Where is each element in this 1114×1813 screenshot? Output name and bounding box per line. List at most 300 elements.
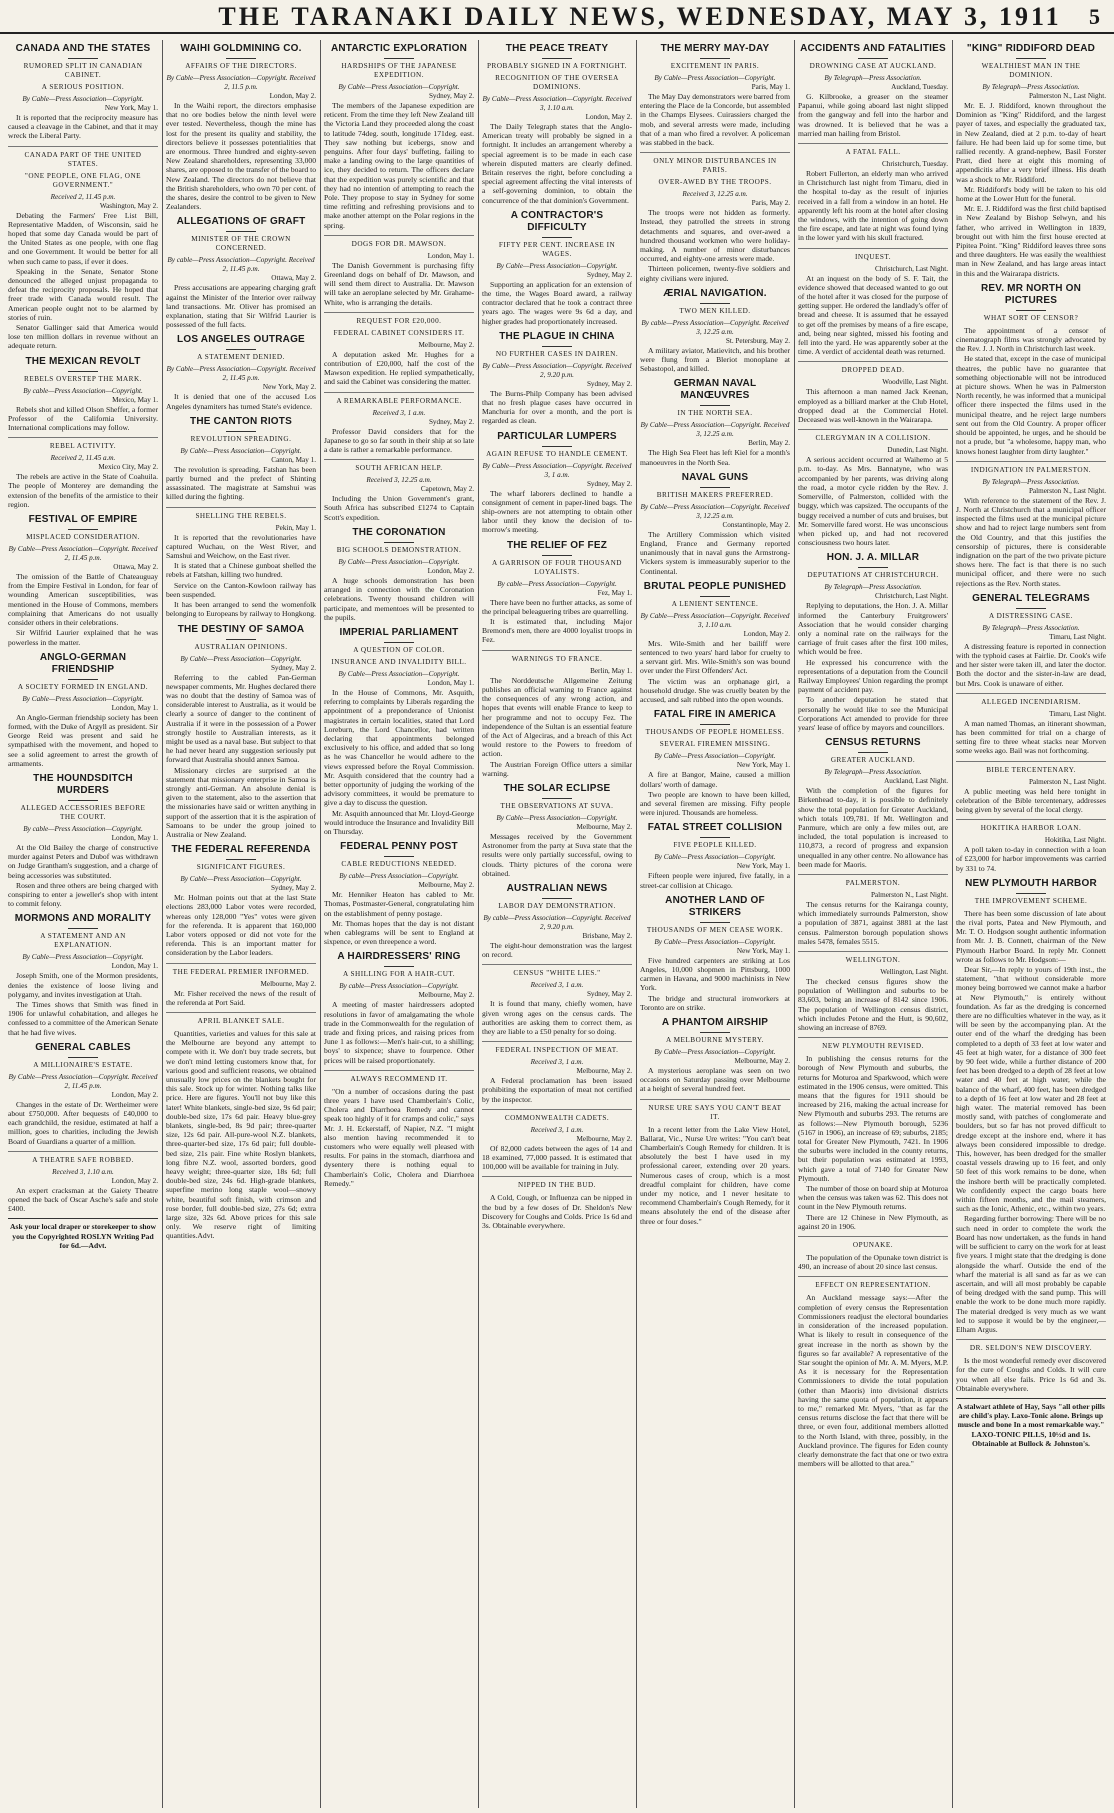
- article-body: [324, 350, 474, 387]
- article-byline: By Cable—Press Association—Copyright. Received 2, 11.5 p.m.: [166, 74, 316, 91]
- article-paragraph: A poll taken to-day in connection with a loan of £23,000 for harbor improvements was carried by 331 to 74.: [956, 845, 1106, 873]
- article-subheading: APRIL BLANKET SALE.: [197, 1016, 285, 1025]
- article-subheading: HOKITIKA HARBOR LOAN.: [980, 824, 1082, 833]
- column-2: [166, 40, 316, 1808]
- article: [798, 361, 948, 424]
- article-paragraph: A meeting of master hairdressers adopted resolutions in favor of amalgamating the whole trade in the Commonwealth for the regulation of trade and fixing prices, and raising prices from June 1 as follows:—Men's hair-cut, to a shilling; boys' to sixpence; shave to fourpence. Other prices will be raised proportionately.: [324, 1000, 474, 1065]
- article-paragraph: Professor David considers that for the Japanese to go so far south in their ship at so late a date is rather a remarkable performance.: [324, 426, 474, 455]
- article: [8, 514, 158, 647]
- article-subheading: A STATEMENT DENIED.: [197, 353, 285, 362]
- headline-rule: [858, 567, 888, 568]
- article: [798, 1236, 948, 1271]
- article-dateline: Melbourne, May 2.: [576, 822, 632, 831]
- article-body: [640, 956, 790, 1012]
- section-divider: [798, 248, 948, 249]
- article-body: [798, 977, 948, 1032]
- article-body: [8, 1100, 158, 1146]
- article-paragraph: He expressed his concurrence with the representations of a deputation from the Council Railway Employees' Union regarding the prompt payment of accident pay.: [798, 657, 948, 695]
- article-dateline: London, May 2.: [585, 113, 632, 121]
- article-body: [324, 101, 474, 230]
- article-paragraph: The rebels are active in the State of Coahuila. The people of Monterey are demanding the extension of the benefits of the armistice to their region.: [8, 472, 158, 509]
- article-subheading: FIVE PEOPLE KILLED.: [673, 841, 757, 850]
- article: [324, 312, 474, 387]
- article-subheading: THE OBSERVATIONS AT SUVA.: [500, 801, 614, 810]
- article-byline: By Cable—Press Association—Copyright. Received 3, 1.10 a.m.: [482, 95, 632, 112]
- headline-rule: [384, 58, 414, 59]
- article: [8, 652, 158, 768]
- article: [166, 624, 316, 840]
- article-body: [166, 101, 316, 211]
- article-subheading: WEALTHIEST MAN IN THE DOMINION.: [981, 62, 1081, 79]
- article: [640, 895, 790, 1012]
- article-paragraph: It is reported that the reciprocity measure has caused a cleavage in the Cabinet, and that it may wreck the Liberal Party.: [8, 113, 158, 141]
- headline-rule: [700, 724, 730, 725]
- article-dateline: Palmerston N., Last Night.: [870, 890, 948, 899]
- article-byline: By Cable—Press Association—Copyright.: [180, 446, 302, 455]
- headline-rule: [384, 856, 414, 857]
- article: [166, 334, 316, 410]
- section-divider: [798, 874, 948, 875]
- article: [798, 737, 948, 869]
- article-paragraph: The census returns for the Kairanga county, which immediately surrounds Palmerston, show a population of 3871, against 3881 at the last census. Palmerston borough population shows males 5478, females 5515.: [798, 899, 948, 946]
- article-dateline: Christchurch, Last Night.: [874, 264, 948, 273]
- article-body: [324, 1000, 474, 1064]
- article-byline: By cable—Press Association—Copyright. Received 2, 9.20 p.m.: [483, 913, 631, 931]
- article-dateline: Woodville, Last Night.: [882, 378, 948, 387]
- article-subheading: THE FEDERAL PREMIER INFORMED.: [172, 967, 310, 976]
- article-body: [8, 211, 158, 351]
- article-body: [798, 169, 948, 243]
- article-dateline: Melbourne, May 2.: [260, 979, 316, 988]
- section-divider: [640, 152, 790, 153]
- article-dateline: Sydney, May 2.: [270, 884, 316, 893]
- article-paragraph: The victim was an orphanage girl, a household drudge. She was cruelly beaten by the accused, and salt rubbed into the open wounds.: [640, 676, 790, 705]
- headline-rule: [68, 529, 98, 530]
- article-subheading: A DISTRESSING CASE.: [989, 611, 1073, 620]
- article-body: [324, 576, 474, 622]
- article-subheading: REVOLUTION SPREADING.: [190, 434, 292, 443]
- headline-rule: [1016, 310, 1046, 311]
- article-headline: ALLEGATIONS OF GRAFT: [176, 216, 306, 228]
- article-subheading: PALMERSTON.: [845, 878, 901, 887]
- article-dateline: Sydney, May 2.: [586, 379, 632, 388]
- headline-rule: [226, 431, 256, 432]
- article: [166, 43, 316, 211]
- article-paragraph: Mr. Holman points out that at the last State elections 283,000 Labor votes were recorded, whereas only 128,000 "Yes" votes were given for the referenda. It is apparent that 160,000 Labor voters opposed or did not vote for the referenda. This is an important matter for consideration by the Labor leaders.: [166, 893, 316, 958]
- article-subheading: REQUEST FOR £20,000.: [356, 316, 442, 325]
- article: [640, 288, 790, 374]
- article-subheading: ALLEGED ACCESSORIES BEFORE THE COURT.: [20, 803, 146, 821]
- article-body: [324, 1087, 474, 1188]
- article: [8, 1151, 158, 1214]
- article-byline: By cable—Press Association—Copyright.: [23, 386, 143, 395]
- article: [798, 248, 948, 357]
- column-7: [956, 40, 1106, 1808]
- article-paragraph: In a recent letter from the Lake View Hotel, Ballarat, Vic., Nurse Ure writes: "You can't beat Chamberlain's Cough Remedy for children. It is absolutely the best I have used in my professional career, extending over 20 years. Numerous cases of croup, which is a most dreadful complaint for children, have come under my notice, and I never hesitate to recommend Chamberlain's Cough Remedy, for it means absolutely the end of the disease after three or four doses.": [640, 1124, 790, 1226]
- section-divider: [324, 235, 474, 236]
- article-paragraph: Press accusations are appearing charging graft against the Minister of the Interior over railway land transactions. Mr. Oliver has promised an explanation, stating that Sir Wilfrid Laurier is possessed of the full facts.: [166, 283, 316, 330]
- section-divider: [8, 146, 158, 147]
- article-byline: By Cable—Press Association—Copyright. Received 3, 12.25 a.m.: [640, 421, 790, 439]
- section-divider: [798, 1236, 948, 1237]
- article: [956, 819, 1106, 873]
- article-paragraph: Of 82,000 cadets between the ages of 14 and 18 examined, 77,000 passed. It is estimated that 100,000 will be available for training in July.: [482, 1143, 632, 1172]
- article-headline: NEW PLYMOUTH HARBOR: [965, 877, 1097, 889]
- article-subheading: NO FURTHER CASES IN DAIREN.: [495, 349, 619, 358]
- section-divider: [166, 963, 316, 964]
- column-rule: [794, 40, 795, 1808]
- article-subheading: A SHILLING FOR A HAIR-CUT.: [342, 970, 456, 979]
- article-dateline: Washington, May 2.: [99, 201, 158, 210]
- article-paragraph: Changes in the estate of Dr. Wertheimer were about £750,000. After bequests of £40,000 to each grandchild, the residue, estimated at half a million, goes to charities, including the Jewish Board of Guardians a quarter of a million.: [8, 1099, 158, 1146]
- article-dateline: Mexico, May 1.: [112, 395, 158, 404]
- article-paragraph: The troops were not hidden as formerly. Instead, they patrolled the streets in strong detachments and squares, and over-awed a hundred thousand workmen who were holiday-making. A number of minor disturbances occurred, and eighty-one arrests were made.: [640, 208, 790, 264]
- article-byline: By Cable—Press Association—Copyright.: [338, 669, 460, 678]
- article-byline: By Cable—Press Association—Copyright. Received 3, 1.10 a.m.: [640, 611, 790, 629]
- article-paragraph: It has been arranged to send the womenfolk belonging to Europeans by railway to Hongkong.: [166, 600, 316, 619]
- article-headline: THE DESTINY OF SAMOA: [177, 623, 305, 635]
- article-headline: FEDERAL PENNY POST: [340, 841, 458, 853]
- article-body: [482, 1144, 632, 1172]
- article-dateline: Melbourne, May 2.: [576, 1067, 632, 1076]
- article-subheading: A QUESTION OF COLOR.: [353, 645, 445, 654]
- article: [166, 963, 316, 1007]
- article: [166, 416, 316, 502]
- section-divider: [798, 429, 948, 430]
- article-paragraph: The High Sea Fleet has left Kiel for a month's manoeuvres in the North Sea.: [640, 448, 790, 467]
- article-paragraph: In the House of Commons, Mr. Asquith, referring to complaints by Liberals regarding the appointment of a preponderance of Unionist magistrates in certain localities, stated that Lord Loreburn, the Lord Chancellor, had written declaring that appointments belonged exclusively to his office, and added that so long as he was Chancellor he would adhere to the views expressed before the Royal Commission. Mr. Asquith considered that the country had a better opportunity of judging the working of the advisory committees, it would be premature to give a day to discuss the question.: [324, 687, 474, 808]
- article-subheading: SOUTH AFRICAN HELP.: [355, 464, 443, 473]
- article-paragraph: Messages received by the Government Astronomer from the party at Suva state that the results were only partially successful, owing to clouds. Thirty pictures of the corona were obtained.: [482, 831, 632, 878]
- article-paragraph: The Times shows that Smith was fined in 1906 for unlawful cohabitation, and alleges he confessed to a committee of the American Senate that he had five wives.: [8, 999, 158, 1037]
- section-divider: [166, 507, 316, 508]
- article-byline: By Cable—Press Association—Copyright.: [654, 937, 776, 946]
- article-body: [640, 346, 790, 374]
- column-rule: [636, 40, 637, 1808]
- article-headline: ÆRIAL NAVIGATION.: [663, 287, 767, 299]
- section-divider: [166, 1012, 316, 1013]
- article-paragraph: It is denied that one of the accused Los Angeles dynamiters has turned State's evidence.: [166, 392, 316, 411]
- article-paragraph: It is reported that the revolutionaries have captured Wuchau, on the West River, and Samshui and Weichow, on the East river.: [166, 532, 316, 561]
- column-rule: [320, 40, 321, 1808]
- article-headline: THE CANTON RIOTS: [190, 415, 292, 427]
- article-paragraph: It is found that many, chiefly women, have given wrong ages on the census cards. The authorities are asking them to correct them, as they are liable to a £50 penalty for so doing.: [482, 999, 632, 1036]
- article-body: [798, 786, 948, 869]
- section-divider: [798, 361, 948, 362]
- article-paragraph: The bridge and structural ironworkers at Toronto are on strike.: [640, 993, 790, 1012]
- article-paragraph: He stated that, except in the case of municipal theatres, the public have no guarantee that something objectionable will not be introduced at picture shows. When he was in Palmerston North recently, he was informed that a municipal officer there inspected the films used in the municipal theatre, and he reject large numbers sent out from the Old Country. A proper officer should be appointed, he urges, and he should be not a prude, but "a wholesome, happy man, who knows honest laughter from dirty laughter.": [956, 354, 1106, 456]
- headline-rule: [226, 349, 256, 350]
- article-dateline: Berlin, May 1.: [590, 666, 632, 675]
- article-subheading: A MILLIONAIRE'S ESTATE.: [33, 1060, 133, 1069]
- article-byline: By Cable—Press Association—Copyright.: [496, 813, 618, 822]
- article-dateline: Berlin, May 2.: [748, 439, 790, 448]
- article-paragraph: The number of those on board ship at Moturoa when the census was taken was 62. This does not count in the New Plymouth returns.: [798, 1184, 948, 1212]
- article-subheading: GREATER AUCKLAND.: [830, 756, 916, 765]
- article-subheading: EFFECT ON REPRESENTATION.: [815, 1281, 931, 1290]
- headline-rule: [68, 371, 98, 372]
- article: [482, 331, 632, 426]
- headline-rule: [68, 1057, 98, 1058]
- article-body: [798, 1293, 948, 1468]
- section-divider: [8, 437, 158, 438]
- article: [798, 429, 948, 547]
- headline-rule: [542, 798, 572, 799]
- article-subheading: PROBABLY SIGNED IN A FORTNIGHT.: [487, 62, 627, 70]
- article-paragraph: Supporting an application for an extension of the time, the Wages Board award, a railway contractor declared that he took a contract three years ago. The wages were 9s 6d a day, and higher grades had proportionately increased.: [482, 279, 632, 326]
- article-subheading: FIFTY PER CENT. INCREASE IN WAGES.: [498, 240, 616, 258]
- article-headline: THE MEXICAN REVOLT: [25, 355, 141, 367]
- section-divider: [324, 1070, 474, 1071]
- article-byline: By Telegraph—Press Association.: [824, 74, 922, 82]
- article-paragraph: The Norddeutsche Allgemeine Zeitung publishes an official warning to France against the consequences of any wrong action, and hopes that events will enable France to keep to her programme and not to occupy Fez. The independence of the Sultan is an essential feature of the Act of Algeciras, and a breach of this Act would restore to the Powers to freedom of action.: [482, 675, 632, 759]
- article-dateline: Paris, May 2.: [751, 199, 790, 208]
- article-byline: By Cable—Press Association—Copyright.: [654, 74, 776, 82]
- section-divider: [482, 964, 632, 965]
- article-headline: A PHANTOM AIRSHIP: [661, 1016, 769, 1028]
- article-byline: By Cable—Press Association—Copyright.: [22, 95, 144, 103]
- column-5: [640, 40, 790, 1808]
- article-subheading: THE IMPROVEMENT SCHEME.: [974, 896, 1088, 905]
- article-headline: MORMONS AND MORALITY: [14, 913, 152, 925]
- article-paragraph: Service on the Canton-Kowloon railway has been suspended.: [166, 580, 316, 599]
- article-paragraph: Regarding further borrowing: There will be no such need in order to complete the work the Board has now undertaken, as the funds in hand will be sufficient to carry on the work for at least five years. I might state that the dredging is done alongside the wharf. Outside the end of the wharf the material is all sand as far as we can ascertain, and will all most probably be capable of being dredged with the sand pump. This will enable the work to be done much more rapidly. The material dredged is very much as we want led to suppose it would be by the engineer,—Elham Argus.: [956, 1214, 1106, 1334]
- section-divider: [798, 1276, 948, 1277]
- column-6: [798, 40, 948, 1808]
- article-byline: Received 3, 12.25 a.m.: [682, 190, 748, 199]
- article-byline: By Telegraph—Press Association.: [982, 623, 1080, 632]
- article-body: [482, 280, 632, 326]
- article: [798, 1037, 948, 1231]
- article-subheading: DR. SELDON'S NEW DISCOVERY.: [969, 1344, 1093, 1353]
- article-subheading: LABOR DAY DEMONSTRATION.: [498, 901, 616, 910]
- headline-rule: [226, 859, 256, 860]
- article-body: [482, 832, 632, 878]
- article-paragraph: Mr. Asquith announced that Mr. Lloyd-George would introduce the Insurance and Invalidity Bill on Thursday.: [324, 808, 474, 836]
- article-paragraph: An expert cracksman at the Gaiety Theatre opened the back of Oscar Asche's safe and stole £400.: [8, 1185, 158, 1214]
- article-subheading: WARNINGS TO FRANCE.: [511, 654, 603, 663]
- article-paragraph: Mr. Fisher received the news of the result of the referenda at Port Said.: [166, 988, 316, 1007]
- article-body: [956, 787, 1106, 815]
- article-subheading: ALLEGED INCENDIARISM.: [981, 697, 1081, 706]
- article-dateline: Palmerston N., Last Night.: [1028, 777, 1106, 786]
- article-paragraph: Rosen and three others are being charged with conspiring to enter a jeweller's shop with intent to commit felony.: [8, 880, 158, 909]
- article: [8, 913, 158, 1036]
- article-subheading: INQUEST.: [854, 252, 891, 261]
- article-body: [956, 496, 1106, 588]
- article-paragraph: Mr. Riddiford's body will be taken to his old home at the Lower Hutt for the funeral.: [956, 184, 1106, 204]
- article-body: [798, 601, 948, 732]
- article: [798, 1276, 948, 1468]
- article-dateline: London, May 1.: [111, 833, 158, 842]
- article: [482, 431, 632, 535]
- article-subheading: OPUNAKE.: [852, 1241, 894, 1250]
- article-paragraph: A military aviator, Matievitch, and his brother were flung from a Bleriot monoplane at Sebastopol, and killed.: [640, 345, 790, 374]
- article-body: [8, 971, 158, 1036]
- article-dateline: Palmerston N., Last Night.: [1028, 486, 1106, 495]
- article-subheading: AGAIN REFUSE TO HANDLE CEMENT.: [486, 449, 628, 458]
- article-paragraph: The appointment of a censor of cinematograph films was strongly advocated by the Rev. J. J. North in Christchurch last week.: [956, 325, 1106, 354]
- article-paragraph: Referring to the cabled Pan-German newspaper comments, Mr. Hughes declared there was no doubt that the destiny of Samoa was of considerable interest to Australia, as it would be clearly a source of danger to the continent of Australia if it were in the possession of a Power strongly hostile to Australian interests, as it might be used as a naval base. But subject to that he had never heard any suggestion seriously put forward that Australia should annex Samoa.: [166, 672, 316, 765]
- article-byline: Received 2, 11.45 a.m.: [50, 454, 116, 463]
- article-paragraph: Sir Wilfrid Laurier explained that he was powerless in the matter.: [8, 628, 158, 647]
- article-headline: GENERAL TELEGRAMS: [972, 592, 1090, 604]
- article-body: [956, 1356, 1106, 1393]
- article-paragraph: A Federal proclamation has been issued prohibiting the exportation of meat not certified by the inspector.: [482, 1076, 632, 1104]
- article-subheading-secondary: RECOGNITION OF THE OVERSEA DOMINIONS.: [495, 74, 619, 91]
- article-dateline: Sydney, May 2.: [586, 479, 632, 488]
- article-byline: By cable—Press Association—Copyright. Received 2, 11.45 p.m.: [167, 256, 315, 274]
- article-dateline: London, May 1.: [427, 251, 474, 260]
- article-paragraph: The wharf laborers declined to handle a consignment of cement in paper-lined bags. The ship-owners are not attempting to obtain other labor until they know the decision of to-morrow's meeting.: [482, 488, 632, 535]
- article: [956, 761, 1106, 815]
- article-body: [324, 494, 474, 522]
- article: [640, 581, 790, 704]
- article-headline: CENSUS RETURNS: [825, 737, 921, 749]
- article: [166, 216, 316, 329]
- article-dateline: New York, May 1.: [104, 104, 158, 112]
- article-dateline: London, May 2.: [427, 566, 474, 575]
- article-paragraph: The population of the Opunake town district is 490, an increase of about 20 since last census.: [798, 1253, 948, 1272]
- article-subheading: NEW PLYMOUTH REVISED.: [822, 1042, 924, 1051]
- article-subheading-secondary: OVER-AWED BY THE TROOPS.: [658, 178, 772, 187]
- article-headline: BRUTAL PEOPLE PUNISHED: [643, 580, 787, 592]
- article-dateline: Christchurch, Last Night.: [874, 592, 948, 601]
- article-byline: By cable—Press Association—Copyright.: [497, 579, 617, 588]
- article-byline: By Telegraph—Press Association.: [824, 583, 922, 592]
- article-dateline: London, May 1.: [111, 703, 158, 712]
- article-body: [482, 598, 632, 645]
- article-paragraph: Missionary circles are surprised at the statement that missionary enterprise in Samoa is strongly anti-German. An absolute denial is given to the statement, also to the assertion that the missionaries have said or written anything in support of the assertion that it is the aspiration of Samoans to be under the group joined to Australia or New Zealand.: [166, 765, 316, 839]
- article-paragraph: An Anglo-German friendship society has been formed, with the Duke of Argyll as president. Sir George Reid was present and said he sympathised with the movement, and hoped to see a solid agreement to arrest the growth of armaments.: [8, 712, 158, 768]
- article: [482, 964, 632, 1036]
- headline-rule: [68, 800, 98, 801]
- article-paragraph: There have been no further attacks, as some of the principal beleaguering tribes are quarrelling.: [482, 597, 632, 616]
- article: [956, 593, 1106, 688]
- article-byline: By Cable—Press Association—Copyright.: [654, 752, 776, 761]
- article-body: [166, 893, 316, 957]
- article-dateline: Dunedin, Last Night.: [887, 446, 948, 455]
- advertisement: Ask your local draper or storekeeper to show you the Copyrighted ROSLYN Writing Pad for 6d.—Advt.: [8, 1218, 158, 1250]
- article-headline: IMPERIAL PARLIAMENT: [339, 626, 459, 638]
- article-byline: By cable—Press Association—Copyright.: [339, 872, 459, 881]
- article-body: [166, 465, 316, 502]
- article-dateline: Fez, May 1.: [597, 588, 632, 597]
- article-byline: Received 3, 1 a.m.: [530, 1125, 584, 1134]
- article-paragraph: Dear Sir,—In reply to yours of 19th inst., the statement, "that without considerable more money being borrowed we cannot make a harbor at New Plymouth," is entirely without foundation. As far as the dredging is concerned there are no difficulties whatever in the way, as it will be seen by the accompanying plan. At the outer end of the wharf the dredging has been completed to a depth of 33 feet at low water and 45 feet at high water, for a distance of 300 feet by 90 feet wide, while a further distance of 200 feet has been dredged to a depth of 28 feet at low water and 40 feet at high water, while the balance of the wharf, 400 feet, has been dredged to a depth of 16 feet at low water and 28 feet at high water. The material removed has been mostly sand, with patches of conglomerate and boulders, but so far has not proved difficult to dredge except at the inshore end, where it has always been considered impossible to dredge. This, however, has been dredged for the smaller coastal vessels drawing up to 16 feet, and only 50 feet of this work remains to be done, when the inshore berth will be practically completed. We confidently expect the cargo boats here within fifteen months, and the mail steamers, such as the Ionic, Athenic, etc., within two years.: [956, 965, 1106, 1214]
- headline-rule: [700, 922, 730, 923]
- article-paragraph: The May Day demonstrators were barred from entering the Place de la Concorde, but assembled in the Champs Elysees. Cuirassiers charged the mob, and several arrests were made, including that of a man who fired a revolver. A policeman was stabbed in the back.: [640, 92, 790, 148]
- article-subheading: BRITISH MAKERS PREFERRED.: [656, 490, 774, 499]
- article-byline: By cable—Press Association—Copyright. Received 3, 12.25 a.m.: [641, 318, 789, 336]
- article-headline: NAVAL GUNS: [681, 471, 749, 483]
- article: [166, 1012, 316, 1241]
- article-body: [956, 642, 1106, 688]
- article-paragraph: With the completion of the figures for Birkenhead to-day, it is possible to definitely show the total population for Greater Auckland, which totals 109,781. If Mt. Wellington and Panmure, which are only a few miles out, are included, the total population is increased to 110,873, a record of progress and expansion unequalled in any other centre. No allowance has been made for Maoris.: [798, 786, 948, 869]
- article-byline: By Cable—Press Association—Copyright. Received 2, 11.45 p.m.: [8, 1072, 158, 1090]
- article-subheading: ALWAYS RECOMMEND IT.: [350, 1074, 448, 1083]
- article-dateline: Ottawa, May 2.: [113, 563, 158, 572]
- article-subheading-secondary: INSURANCE AND INVALIDITY BILL.: [331, 657, 467, 666]
- article-body: [166, 533, 316, 619]
- headline-rule: [858, 752, 888, 753]
- article: [798, 874, 948, 946]
- article-dateline: London, May 2.: [269, 92, 316, 100]
- article-subheading: MISPLACED CONSIDERATION.: [26, 533, 140, 542]
- article: [324, 392, 474, 455]
- article-body: [956, 845, 1106, 873]
- article: [8, 773, 158, 908]
- article-paragraph: In the Waihi report, the directors emphasise that no ore bodies below the ninth level were ever tested. Nevertheless, though the mine has lost for the present its quality and stability, the directors believe it possesses potentialities that are enormous. Three hundred and eighty-seven New Zealand shareholders, representing 33,000 shares, are opposed to the transfer of the board to New Zealand. The directors do not believe that the British shareholders, who own 70 per cent. of the shares, desire the control to be given to New Zealanders.: [166, 101, 316, 212]
- article-headline: THE HOUNDSDITCH MURDERS: [33, 772, 133, 796]
- article-subheading: FEDERAL INSPECTION OF MEAT.: [495, 1046, 619, 1055]
- article-dateline: Melbourne, May 2.: [576, 1134, 632, 1143]
- article: [956, 693, 1106, 756]
- headline-rule: [700, 58, 730, 59]
- article-body: [8, 713, 158, 768]
- section-divider: [956, 461, 1106, 462]
- article: [640, 1099, 790, 1226]
- headline-rule: [700, 405, 730, 406]
- article-subheading: REBEL ACTIVITY.: [49, 442, 117, 451]
- article-subheading: DEPUTATIONS AT CHRISTCHURCH.: [807, 571, 939, 580]
- article-body: [482, 999, 632, 1036]
- column-rule: [162, 40, 163, 1808]
- article-dateline: Pekin, May 1.: [275, 523, 316, 532]
- article-byline: Received 3, 1 a.m.: [530, 1058, 584, 1067]
- article-dateline: London, May 2.: [111, 1176, 158, 1185]
- article: [324, 43, 474, 230]
- article-byline: By Cable—Press Association—Copyright.: [180, 875, 302, 884]
- article-headline: THE PEACE TREATY: [505, 43, 609, 54]
- article: [324, 1070, 474, 1188]
- section-divider: [482, 1041, 632, 1042]
- article-byline: By Cable—Press Association—Copyright. Received 2, 11.45 p.m.: [8, 545, 158, 563]
- article-subheading: NIPPED IN THE BUD.: [518, 1181, 596, 1190]
- article-body: [798, 92, 948, 138]
- article-paragraph: The members of the Japanese expedition are reticent. From the time they left New Zealand till the Victoria Land they proceeded along the coast to latitude 74deg. south, longitude 171deg. east. They saw nothing but icebergs, snow and penguins. After four days' buffeting, failing to make a landing owing to the large quantities of ice, they decided to return. The officers declare that the expedition was purely scientific and that they had no intention of attempting to reach the Pole. They propose to stay in Sydney for some time refitting and refreshing provisions and to make another attempt on the Polar regions in the spring.: [324, 101, 474, 230]
- article-body: [324, 261, 474, 307]
- article-dateline: Brisbane, May 2.: [582, 931, 632, 940]
- article-paragraph: The revolution is spreading. Fatshan has been partly burned and the prefect of Shinting assassinated. The magistrate at Samshui was killed during the fighting.: [166, 464, 316, 502]
- article-headline: A HAIRDRESSERS' RING: [337, 951, 461, 963]
- article-dateline: New York, May 1.: [736, 946, 790, 955]
- section-divider: [956, 693, 1106, 694]
- article-byline: By Cable—Press Association—Copyright. Received 3, 12.25 a.m.: [640, 502, 790, 520]
- article-byline: Received 3, 1 a.m.: [530, 981, 584, 990]
- article: [324, 235, 474, 307]
- article-paragraph: Quantities, varieties and values for this sale at the Melbourne are beyond any attempt to compete with it. We don't buy trade secrets, but we don't mind letting customers know that, for various good and sufficient reasons, we obtained unusually low prices on the blankets bought for this sale. Stock up for winter. Nothing talks like price. Here are figures. You'll not buy like this later! White blankets, single-bed size, 9s 6d pair; double-bed size, 17s 6d pair. Heavy blue-grey blankets, single-bed, 8s 9d pair; three-quarter size, 12s 6d pair. All-pure-wool N.Z. blankets, three-quarter-bed size, 17s 6d pair; full double-bed size, 21s pair. Fine white Roslyn blankets, long fibre N.Z. wool, assorted borders, good heavy weight; three-quarter size, 18s 6d; full double-bed size, 24s 6d. High-grade blankets, superfine merino long staple wool—snowy white, beautiful soft finish, with crimson and rose border, full double-bed size, 27s 6d; extra large size, 32s 6d. Above prices for this sale only. We reserve right of limiting quantities.Advt.: [166, 1028, 316, 1241]
- article-paragraph: The Daily Telegraph states that the Anglo-American treaty will probably be signed in a fortnight. It includes an arrangement whereby a special agreement is to be made in each case wherein disputed matters are clearly defined. Britain reserves the right, before concluding a special agreement affecting the vital interests of a self-governing dominion, to obtain the concurrence of the that dominion's Government.: [482, 122, 632, 205]
- article-subheading: AFFAIRS OF THE DIRECTORS.: [185, 62, 297, 70]
- article-byline: By Telegraph—Press Association.: [824, 768, 922, 777]
- headline-rule: [226, 639, 256, 640]
- article: [324, 527, 474, 622]
- article-subheading: SHELLING THE REBELS.: [195, 511, 287, 520]
- article-subheading: CLERGYMAN IN A COLLISION.: [815, 434, 931, 443]
- article-headline: REV. MR NORTH ON PICTURES: [980, 282, 1082, 306]
- article-headline: ANOTHER LAND OF STRIKERS: [665, 894, 765, 918]
- article: [482, 210, 632, 326]
- article-headline: GENERAL CABLES: [35, 1041, 131, 1053]
- article-paragraph: Mr. E. J. Riddiford was the first child baptised in New Zealand by Bishop Selwyn, and his father, who arrived in Wellington in 1839, brought out with him the first house erected at Pipitea Point. "King" Riddiford leaves three sons and three daughters. He was easily the wealthiest man in New Zealand, and has large areas intact in this and the Wairarapa districts.: [956, 204, 1106, 278]
- article: [956, 461, 1106, 588]
- article-paragraph: There has been some discussion of late about the rival ports, Patea and New Plymouth, and Mr. T. O. Hodgson sought authentic information from Mr. J. B. Connett, chairman of the New Plymouth Harbor Board. In reply Mr. Connett wrote as follows to Mr. Hodgson:—: [956, 908, 1106, 964]
- article-byline: Received 3, 1.10 a.m.: [52, 1167, 114, 1176]
- article-subheading: COMMONWEALTH CADETS.: [504, 1113, 610, 1122]
- article: [166, 507, 316, 619]
- article-paragraph: A deputation asked Mr. Hughes for a contribution of £20,000, half the cost of the Mawson expedition. He replied sympathetically, and said the Cabinet was considering the matter.: [324, 349, 474, 387]
